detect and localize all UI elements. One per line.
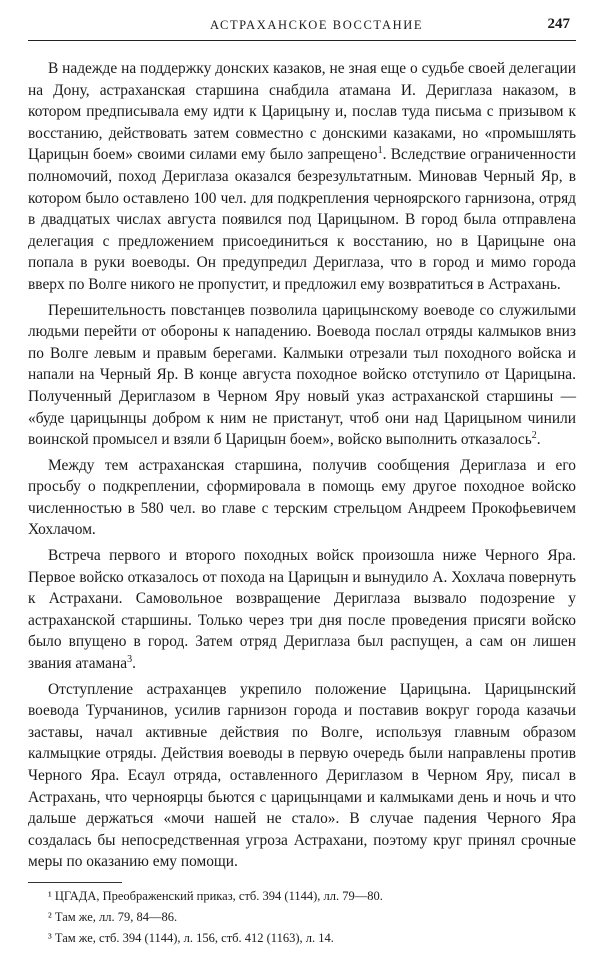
footnote-ref-2[interactable]: 2 [531,429,537,441]
footnote-2: ² Там же, лл. 79, 84—86. [48,910,178,924]
footnotes [28,886,576,949]
paragraph-3 [28,455,576,541]
page-number: 247 [547,16,570,32]
paragraph-2-tail: . [536,431,541,449]
paragraph-4-tail: . [132,655,136,673]
footnote-3: ³ Там же, стб. 394 (1144), л. 156, стб. 412 (1163), л. 14. [48,931,334,945]
paragraph-5-text: Отступление астраханцев укрепило положение Царицына. Царицынский воевода Турчанинов, усилив гарнизон города и поставив вокруг города казачьи заставы, начал активные действия по Волге, используя главным образом калмыцкие отряды. Действия воеводы в первую очередь были направлены против Черного Яра. Есаул отряда, оставленного Дериглазом в Черном Яру, писал в Астрахань, что черноярцы бьются с царицынцами и калмыками день и ночь и что дальше держаться «мочи нашей не стало». В случае падения Черного Яра создалась бы непосредственная угроза Астрахани, поэтому круг принял срочные меры по оказанию ему помощи. [28,680,576,871]
paragraph-1-tail: . Вследствие ограниченности полномочий, поход Дериглаза оказался безрезультатным. Миновав Черный Яр, в котором было оставлено 100 чел. для подкрепления черноярского гарнизона, отряд в двадцатых числах августа появился под Царицыном. В город была отправлена делегация с предложением присоединиться к восстанию, но в Царицыне она попала в руки воеводы. Он предупредил Дериглаза, что в город и мимо города вверх по Волге никого не пропустит, и предложил ему возвратиться в Астрахань. [28,146,577,293]
footnote-divider [28,882,122,883]
footnote-ref-1[interactable]: 1 [377,145,383,157]
page-header [28,14,576,41]
paragraph-5 [28,679,576,873]
body-text [28,58,576,877]
running-title: АСТРАХАНСКОЕ ВОССТАНИЕ [210,18,424,32]
paragraph-1 [28,58,576,296]
paragraph-3-text: Между тем астраханская старшина, получив сообщения Дериглаза и его просьбу о подкреплении, сформировала в помощь ему другое походное войско численностью в 580 чел. во главе с терским стрельцом Андреем Прокофьевичем Хохлачом. [28,456,576,539]
paragraph-2-text: Перешительность повстанцев позволила царицынскому воеводе со служилыми людьми перейти от обороны к нападению. Воевода послал отряды калмыков вниз по Волге левым и правым берегами. Калмыки отрезали тыл походного войска и напали на Черный Яр. В конце августа походное войско отступило от Царицына. Полученный Дериглазом в Черном Яру новый указ астраханской старшины — «буде царицынцы добром к ним не пристанут, чтоб они над Царицыном чинили воинской промысел и взяли б Царицын боем», войско выполнить отказалось [28,301,576,449]
paragraph-4-text: Встреча первого и второго походных войск произошла ниже Черного Яра. Первое войско отказалось от похода на Царицын и вынудило А. Хохлача повернуть к Астрахани. Самовольное возвращение Дериглаза вызвало подозрение у астраханской старшины. Только через три дня после проведения присяги войско было впущено в город. Затем отряд Дериглаза был распущен, а сам он лишен звания атамана [28,547,576,673]
paragraph-2 [28,300,576,451]
paragraph-1-text: В надежде на поддержку донских казаков, не зная еще о судьбе своей делегации на Дону, астраханская старшина снабдила атамана И. Дериглаза наказом, в котором предписывала ему идти к Царицыну и, послав туда письма с призывом к восстанию, действовать затем совместно с донскими казаками, но «промышлять Царицын боем» своими силами ему было запрещено [28,60,576,164]
footnote-1: ¹ ЦГАДА, Преображенский приказ, стб. 394 (1144), лл. 79—80. [48,889,383,903]
footnote-ref-3[interactable]: 3 [127,653,133,665]
paragraph-4 [28,545,576,675]
